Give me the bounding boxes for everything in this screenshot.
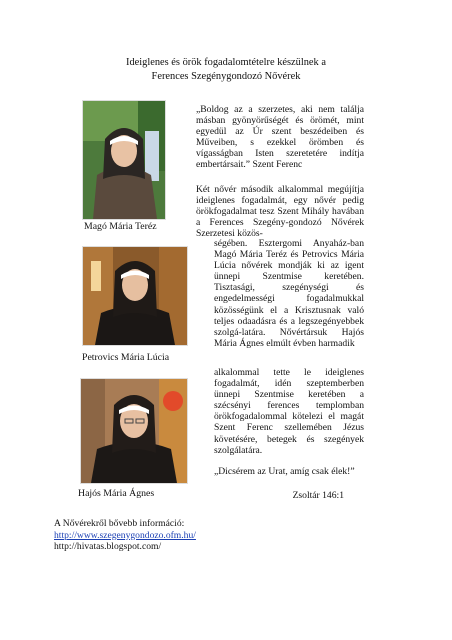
body-paragraph-3: alkalommal tette le ideiglenes fogadalmát, idén szeptemberben ünnepi Szentmise keretében a szécsényi ferences templomban örökfogadalommal kötelezi el magát Szent Ferenc szellemében Jézus követésére, betegek és szegények szolgálatára. <box>214 367 364 456</box>
body-paragraph-2: ségében. Esztergomi Anyaház-ban Magó Mária Teréz és Petrovics Mária Lúcia nővérek mondják ki az igent ünnepi Szentmise keretében. Tisztasági, szegénységi és engedelmességi fogadalmukkal közösségünk el a Krisztusnak való teljes odaadásra és a legszegényebbek szolgá-latára. Nővértársuk Hajós Mária Ágnes elmúlt évben harmadik <box>214 238 364 349</box>
title-line-1: Ideiglenes és örök fogadalomtételre készülnek a <box>126 57 326 68</box>
footer-info <box>54 518 314 553</box>
link-szegenygondozo[interactable]: http://www.szegenygondozo.ofm.hu/ <box>54 529 196 541</box>
psalm-quote: „Dicsérem az Urat, amíg csak élek!” <box>214 466 355 477</box>
photo-petrovics-maria-lucia <box>82 246 188 346</box>
saint-francis-quote: „Boldog az a szerzetes, aki nem találja másban gyönyörűségét és örömét, mint egyedül az Úr szent beszédeiben és Műveiben, s ezekkel örömben és vígasságban Isten szeretetére indítja embertársait.” Szent Ferenc <box>196 104 364 171</box>
caption-petrovics-maria-lucia: Petrovics Mária Lúcia <box>82 352 170 363</box>
link-hivatas-text: http://hivatas.blogspot.com/ <box>54 541 162 553</box>
caption-hajos-maria-agnes: Hajós Mária Ágnes <box>78 488 155 499</box>
page-title <box>40 56 412 83</box>
photo-hajos-maria-agnes <box>80 378 188 484</box>
caption-mago-maria-terez: Magó Mária Teréz <box>84 221 157 232</box>
body-paragraph-1: Két nővér második alkalommal megújítja ideiglenes fogadalmát, egy nővér pedig örökfogadalmat tesz Szent Mihály havában a Ferences Szegény-gondozó Nővérek Szerzetesi közös- <box>196 184 364 240</box>
psalm-reference: Zsoltár 146:1 <box>292 490 344 501</box>
footer-label: A Nővérekről bővebb információ: <box>54 518 185 529</box>
photo-mago-maria-terez <box>82 100 166 220</box>
title-line-2: Ferences Szegénygondozó Nővérek <box>151 70 301 82</box>
